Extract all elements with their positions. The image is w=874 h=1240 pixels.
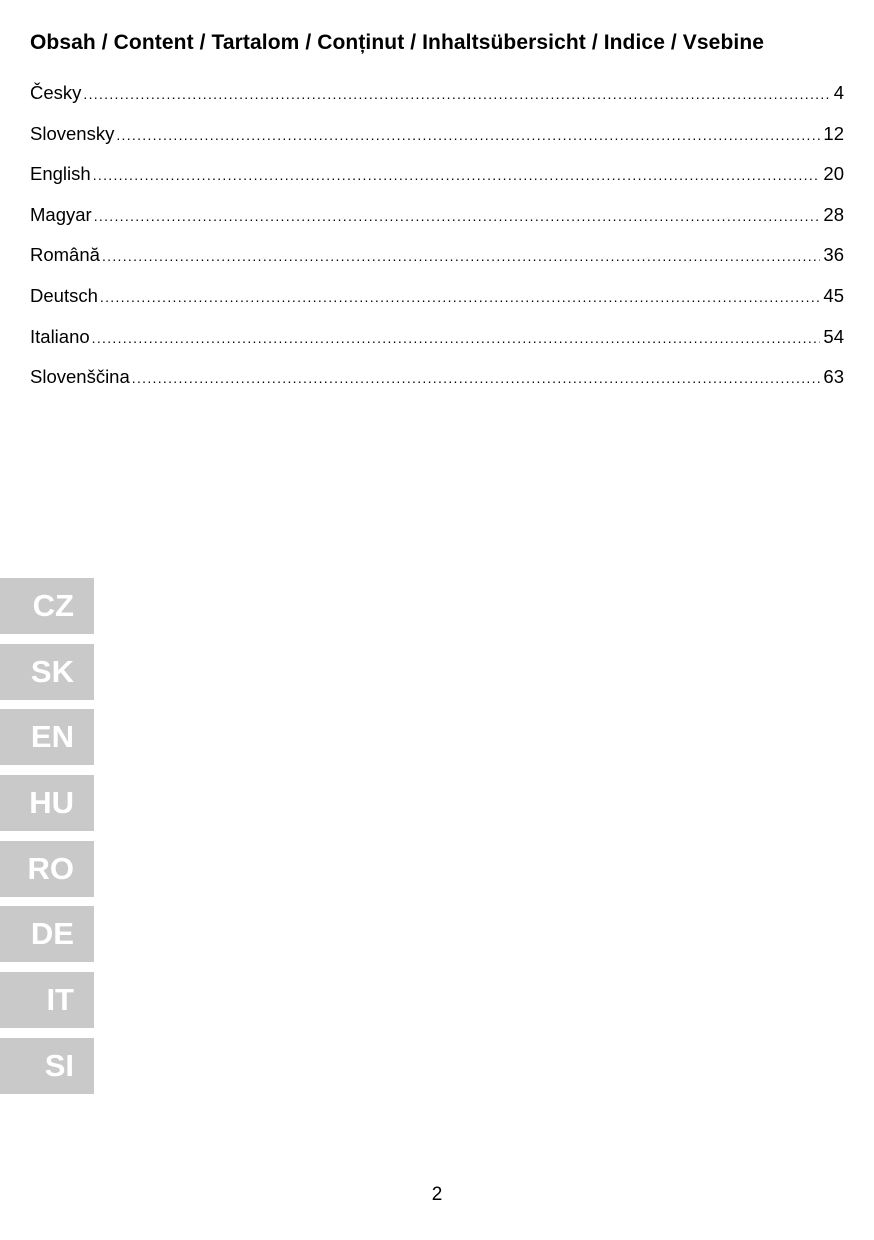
language-tab-si[interactable]: SI xyxy=(0,1038,94,1094)
toc-entry-cesky[interactable] xyxy=(30,82,844,123)
toc-entry-page: 54 xyxy=(823,325,844,347)
toc-dot-leader xyxy=(132,370,821,386)
toc-entry-label: Italiano xyxy=(30,325,90,347)
language-tab-hu[interactable]: HU xyxy=(0,775,94,831)
toc-entry-english[interactable] xyxy=(30,163,844,204)
toc-dot-leader xyxy=(116,127,820,143)
toc-entry-page: 45 xyxy=(823,284,844,306)
toc-dot-leader xyxy=(93,167,821,183)
toc-entry-label: Slovenščina xyxy=(30,366,130,388)
toc-entry-label: Česky xyxy=(30,82,82,103)
toc-entry-label: Română xyxy=(30,244,100,266)
toc-entry-label: Deutsch xyxy=(30,284,98,306)
toc-entry-italiano[interactable] xyxy=(30,326,844,367)
toc-entry-page: 63 xyxy=(823,366,844,388)
toc-entry-page: 12 xyxy=(823,122,844,144)
toc-entry-romana[interactable] xyxy=(30,244,844,285)
language-tab-cz[interactable]: CZ xyxy=(0,578,94,634)
toc-dot-leader xyxy=(92,330,821,346)
toc-dot-leader xyxy=(100,289,821,305)
toc-entry-deutsch[interactable] xyxy=(30,285,844,326)
toc-entry-label: Magyar xyxy=(30,203,92,225)
toc-list xyxy=(30,82,844,407)
toc-entry-page: 28 xyxy=(823,203,844,225)
toc-entry-page: 4 xyxy=(833,82,844,103)
toc-entry-label: Slovensky xyxy=(30,122,115,144)
toc-dot-leader xyxy=(102,248,820,264)
toc-entry-magyar[interactable] xyxy=(30,204,844,245)
toc-title: Obsah / Content / Tartalom / Conținut / Inhaltsübersicht / Indice / Vsebine xyxy=(30,31,765,54)
language-tab-ro[interactable]: RO xyxy=(0,841,94,897)
language-tab-sk[interactable]: SK xyxy=(0,644,94,700)
language-tab-de[interactable]: DE xyxy=(0,906,94,962)
toc-entry-label: English xyxy=(30,163,91,185)
toc-entry-page: 36 xyxy=(823,244,844,266)
toc-entry-slovenscina[interactable] xyxy=(30,366,844,407)
page-number: 2 xyxy=(431,1184,443,1205)
toc-dot-leader xyxy=(83,86,830,102)
toc-entry-page: 20 xyxy=(823,163,844,185)
language-tab-en[interactable]: EN xyxy=(0,709,94,765)
toc-entry-slovensky[interactable] xyxy=(30,123,844,164)
toc-dot-leader xyxy=(94,208,821,224)
language-tab-it[interactable]: IT xyxy=(0,972,94,1028)
language-tabs xyxy=(0,578,94,1104)
